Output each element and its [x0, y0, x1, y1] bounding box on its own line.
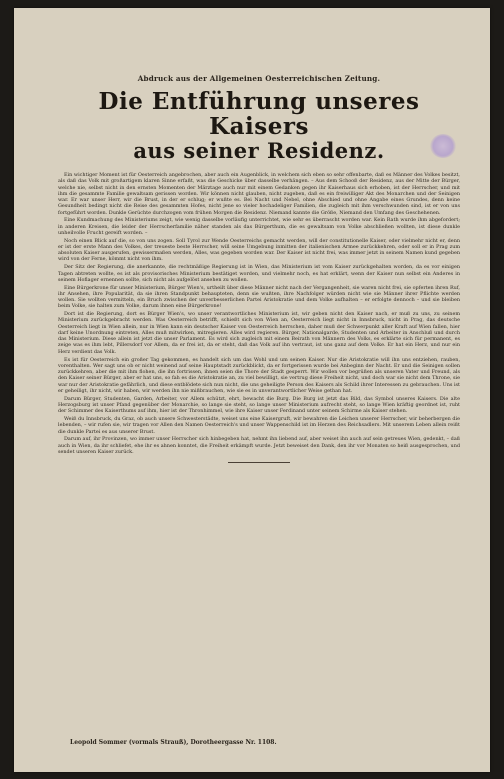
paragraph: Dort ist die Regierung, dort es Bürger Wien's, wo unser verantwortliches Ministerium ist, wir geben nicht den Kaiser nach, er muß zu uns, zu seinem Ministerium zurückgebracht werden. Was Oesterreich betrifft, schießt sich von Wien an, Oesterreich liegt nicht in Innsbruck, nicht in Prag, das deutsche Oesterreich liegt in Wien allein, nur in Wien kann ein deutscher Kaiser von Oesterreich herrschen, daher muß der Schwerpunkt aller Kraft auf Wien fallen, hier darf keine Unordnung eintreten, Alles muß mitwirken, mitregieren. Alles wird regieren. Bürger, Nationalgarde, Studenten und Arbeiter in Anschluß und durch das Ministerium. Diese allein ist jetzt die unser Parlament. Es wird sich zugleich mit einem Beirath von Männern des Volks, es erklärte sich für permanent, es zeige was es ihm lebt, Pillersdorf vor Allem, da er frei ist, da er steht, daß das Volk auf ihn vertraut, ist uns ganz auf dem Volke. Er hat ein Herz, und nur ein Herz verdient das Volk. — [58, 311, 460, 355]
poster-title-line2: aus seiner Residenz. — [133, 138, 385, 163]
closing-rule — [228, 462, 290, 463]
paragraph: Eine Kundmachung des Ministeriums zeigt, wie wenig dasselbe vorläufig unterrichtet, wie sehr es überrascht worden war. Kein Rath wurde ihm abgefordert; in anderen Kreisen, die leider der Herrscherfamilie näher standen als das Bürgerthum, die es gewaltsam von Volke abschließen wollten, ist diese dunkle unheilvolle Frucht gereift worden. – — [58, 217, 460, 236]
paragraph: Darum Bürger, Studenten, Garden, Arbeiter, vor Allem schützt, ehrt, bewacht die Burg. Die Burg ist jetzt das Bild, das Symbol unseres Kaisers. Die alte Herzogsburg ist unser Pfand gegenüber der Monarchie, so lange sie steht, so lange unser Ministerium aufrecht steht, so lange Wien kräftig geordnet ist, ruht der Schimmer des Kaiserthums auf ihm, hier ist der Thronhimmel, wie ihre Kaiser unser Ferdinand unter seinem Schirme als Kaiser stehen. — [58, 395, 460, 415]
paragraph: Ein wichtiger Moment ist für Oesterreich angebrochen, aber auch ein Augenblick, in welchem sich eben so sehr offenbarte, daß es Männer des Volkes besitzt, als daß das Volk mit großartigem klaren Sinne erfaßt, was die Geschicke über dasselbe verhängen. – Aus dem Schooß der Residenz, aus der Mitte der Bürger, welche nie, selbst nicht in den ernsten Momenten der Märztage auch nur mit einem Gedanken gegen ihr Kaiserhaus sich erhoben, ist der Herrscher, und mit ihm die gesammte Familie gewaltsam gerissen worden. Wir können nicht glauben, nicht zugeben, daß es ein freiwilliger Akt des Monarchen und der Seinigen war. Er war unser Herr, wir die Brust, in der er schlug; er wußte es. Bei Nacht und Nebel, ohne Abschied und ohne Angabe eines Grundes, denn keine Gesundheit bedingt nicht die Reise des gesammten Hofes, nicht jene so vieler hochadeliger Familien, die zugleich mit ihm verschwunden sind, ist er von uns fortgeführt worden. Dunkle Gerüchte durchzogen vom frühen Morgen die Residenz. Niemand kannte die Größe, Niemand den Umfang des Geschehenen. — [58, 172, 460, 216]
poster-title-line1: Die Entführung unseres Kaisers — [98, 88, 420, 140]
poster-content — [58, 74, 460, 463]
printer-imprint: Leopold Sommer (vormals Strauß), Dorotheergasse Nr. 1108. — [70, 739, 277, 746]
paragraph: Es ist für Oesterreich ein großer Tag gekommen, es handelt sich um das Wohl und um seinen Kaiser. Nur die Aristokratie will ihn uns entziehen, rauben, vorenthalten. Wer sagt uns ob er nicht weinend auf seine Hauptstadt zurückblickt, da er fortgerissen wurde bei Anbeginn der Nacht. Er und die Seinigen sollen zurückkehren, aber die mit ihm flohen, die ihn fortrissen, ihnen seien die Thore der Stadt gesperrt. Wir wollen vor begrüßen als unseren Vater und Freund, als den Kaiser seiner Bürger, aber er hat uns, so fah es die Aristokratie an, zu viel bewilligt, sie vertrug diese Freiheit nicht, und doch war sie nicht dem Throne, sie war nur der Aristokratie gefährlich, und diese entblödete sich nun nicht, die uns geheiligte Person des Kaisers als Schild ihrer Interessen zu gebrauchen. Uns ist er geheiligt, ihr nicht, wir haben, wir werden ihn nie mißbrauchen, wie sie es in unverantwortlicher Weise gethan hat. — [58, 356, 460, 394]
poster-body — [58, 172, 460, 455]
paragraph: Der Sitz der Regierung, die anerkannte, die rechtmäßige Regierung ist in Wien, das Ministerium ist vom Kaiser zurückgehalten worden, da es vor einigen Tagen abtreten wollte, es ist als provisorisches Ministerium bestätiget worden, und vielmehr noch, es hat erklärt, wenn der Kaiser nun selbst ein Anderes in seinem Hoflager ernennen sollte, sich nicht als aufgelöst ansehen zu wollen. — [58, 264, 460, 283]
paragraph: Noch einen Blick auf die, so von uns zogen. Soll Tyrol zur Wende Oesterreichs gemacht werden, will der constitutionelle Kaiser, oder vielmehr nicht er, denn er ist der erste Mann des Volkes, der treueste beste Herrscher, will seine Umgebung inmitten der italienischen Armee zurückkehren, oder soll er in Prag zum absoluten Kaiser ausgerufen, gewissermaßen werden, Alles, was gegeben worden war. Der Kaiser ist nicht frei, was immer jetzt in seinem Namen kund gegeben wird von der Ferne, kömmt nicht von ihm. — [58, 237, 460, 263]
paragraph: Eine Bürgerkrone für unser Ministerium, Bürger Wien's, urtheilt über diese Männer nicht nach der Vergangenheit, sie waren nicht frei, sie opferten ihren Ruf, ihr Ansehen, ihre Popularität, da sie ihren Standpunkt behaupteten, denn sie wußten, ihre Nachfolger würden nicht wie sie Männer ihrer Pflichte werden wollen. Sie wollten vermitteln, ein Bruch zwischen der unverbesserlichen Partei Aristokratie und dem Volke aufhalten – er erfolgte dennoch – und sie bleiben beim Volke, sie halten zum Volke, darum ihnen eine Bürgerkrone! — [58, 284, 460, 310]
paragraph: Weiß du Innsbruck, du Graz, ob auch unsere Schwesterstädte, weiset uns eine Kaisergruft, wir bewahren die Leichen unserer Herrscher, wir beherbergen die lebenden, – wir rufen sie, wir tragen vor Allen den Namen Oesterreich's und unser Wappenschild ist im Herzen des Reichsadlers. Mit unserem Leben allein reißt die dunkle Partei es aus unserer Brust. — [58, 416, 460, 435]
poster-sheet — [14, 8, 490, 772]
reprint-note: Abdruck aus der Allgemeinen Oesterreichischen Zeitung. — [137, 74, 381, 83]
paragraph: Darum auf, ihr Provinzen, wo immer unser Herrscher sich hinbegeben hat, nehmt ihn liebend auf, aber weiset ihn auch auf sein getreues Wien, gedenkt, – daß auch in Wien, da ihr schliefet, ehe ihr es ahnen konntet, die Freiheit erkämpft wurde. Jetzt beweiset den Dank, den ihr vor Monaten so heiß ausgesprochen, und sendet unseren Kaiser zurück. — [58, 436, 460, 455]
